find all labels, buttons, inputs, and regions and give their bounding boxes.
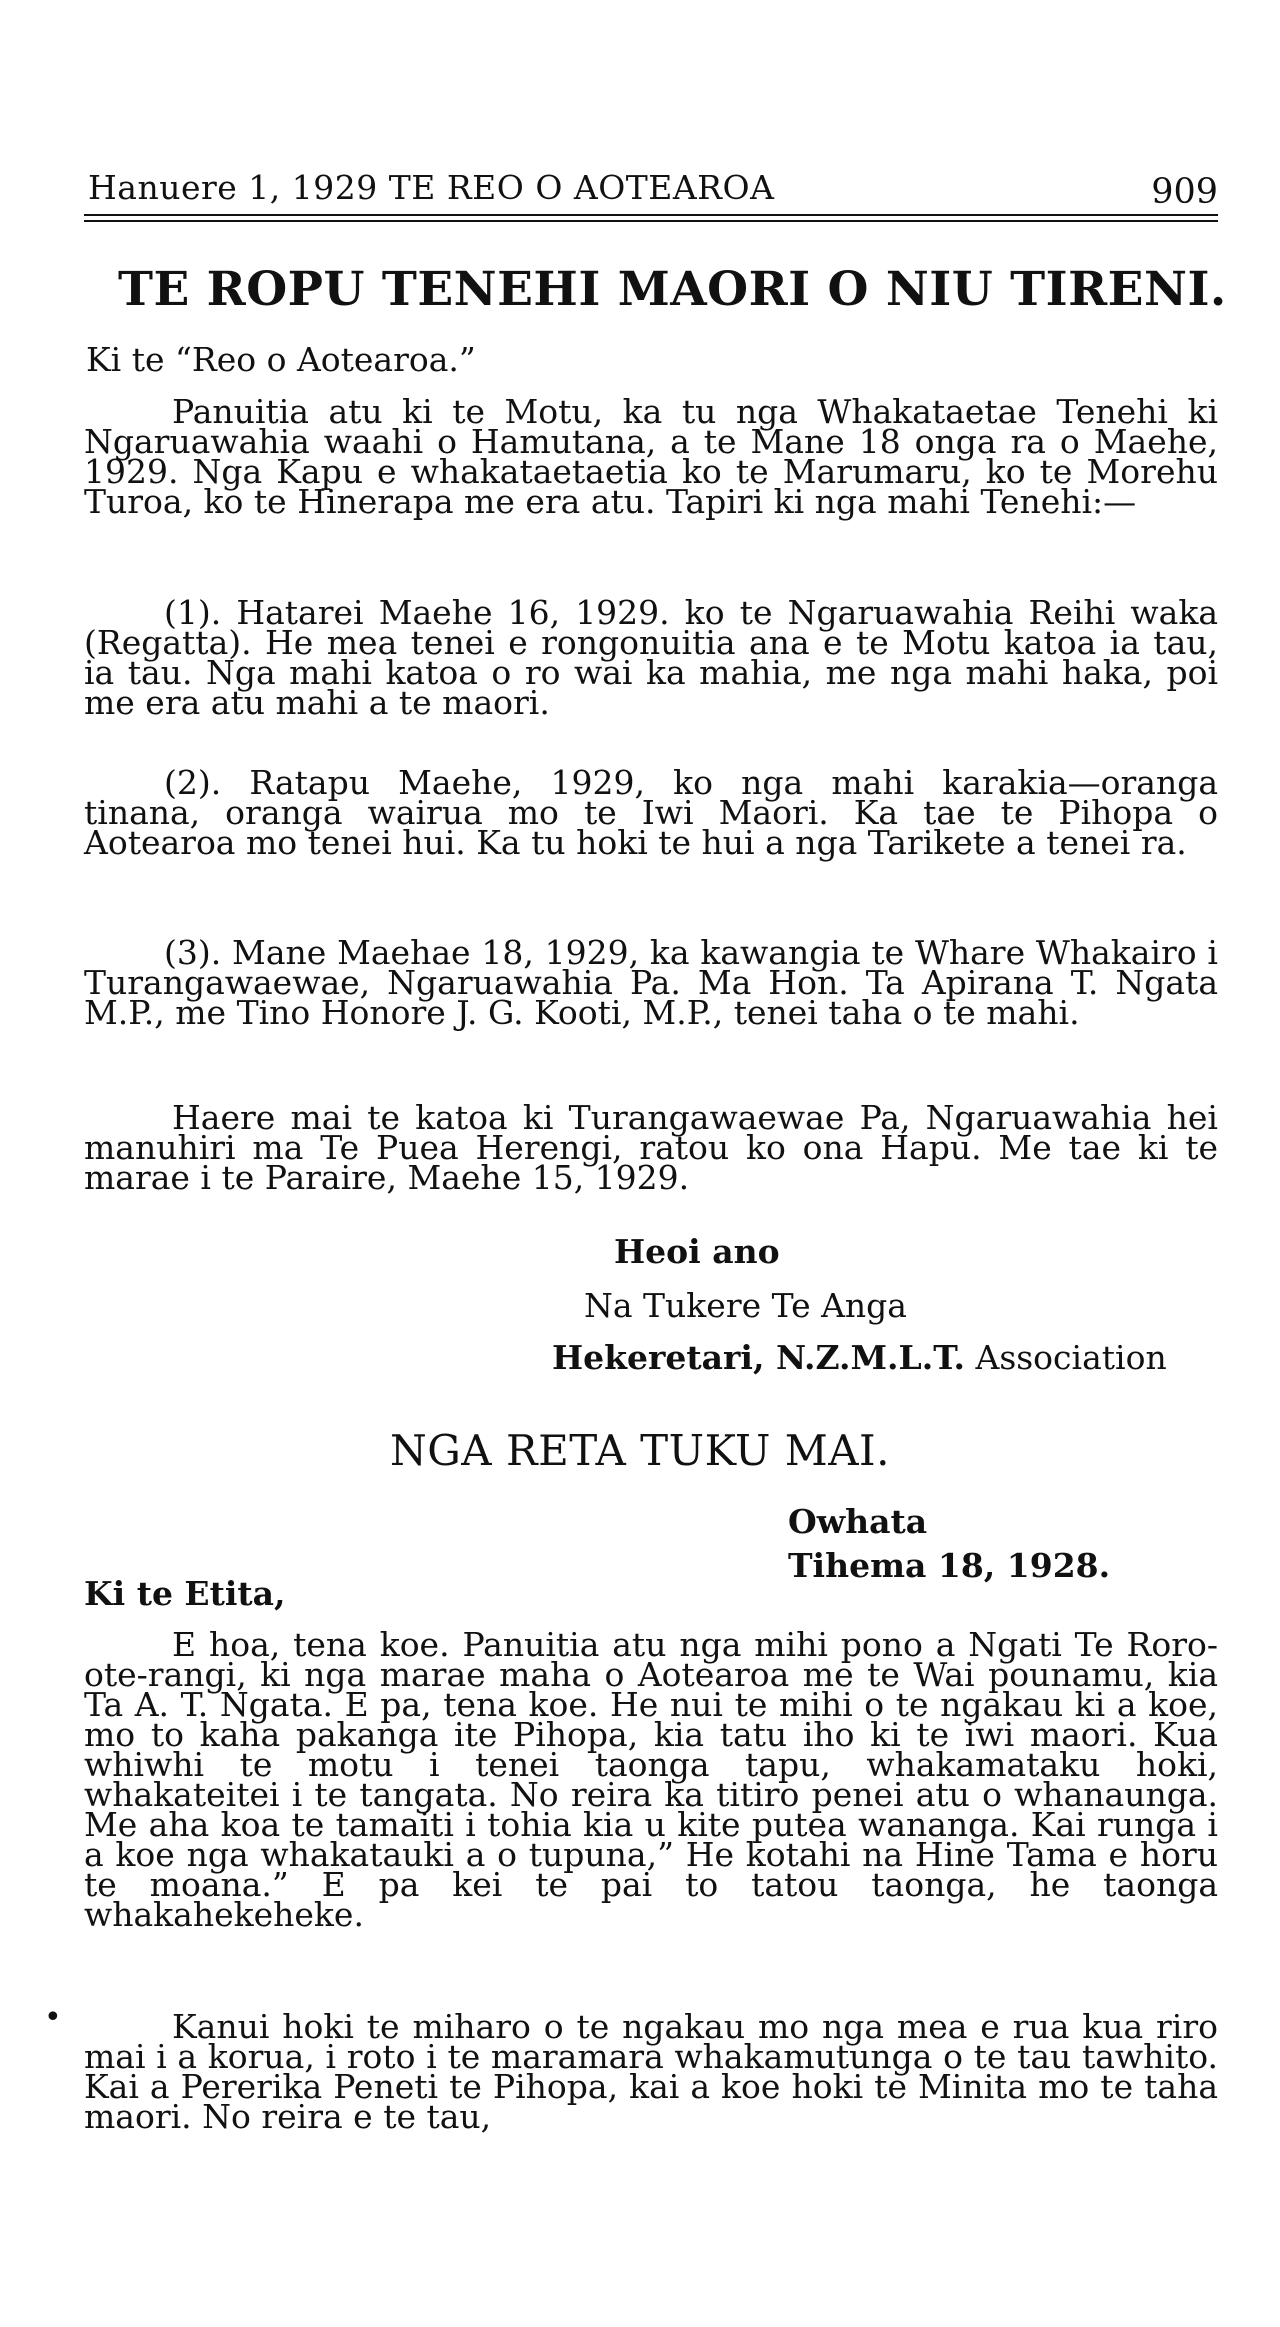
item-text-2: (2). Ratapu Maehe, 1929, ko nga mahi karakia—oranga tinana, oranga wairua mo te Iwi Maori. Ka tae te Pihopa o Aotearoa mo tenei hui. Ka tu hoki te hui a nga Tarikete a tenei ra. [84, 763, 1218, 862]
article-title: TE ROPU TENEHI MAORI O NIU TIRENI. [118, 262, 1227, 317]
item-paragraph-3 [84, 933, 1218, 1032]
item-text-3: (3). Mane Maehae 18, 1929, ka kawangia te Whare Whakairo i Turangawaewae, Ngaruawahia Pa. Ma Hon. Ta Apirana T. Ngata M.P., me Tino Honore J. G. Kooti, M.P., tenei taha o te mahi. [84, 933, 1218, 1032]
item-paragraph-2 [84, 763, 1218, 862]
letter-paragraph-1 [84, 1625, 1218, 1934]
closing-paragraph [84, 1098, 1218, 1197]
closing-text: Haere mai te katoa ki Turangawaewae Pa, Ngaruawahia hei manuhiri ma Te Puea Herengi, ratou ko ona Hapu. Me tae ki te marae i te Paraire, Maehe 15, 1929. [84, 1098, 1218, 1197]
intro-paragraph [84, 392, 1218, 521]
page-number: 909 [1151, 172, 1218, 212]
letter-text-1: E hoa, tena koe. Panuitia atu nga mihi pono a Ngati Te Roro-ote-rangi, ki nga marae maha o Aotearoa me te Wai pounamu, kia Ta A. T. Ngata. E pa, tena koe. He nui te mihi o te ngakau ki a koe, mo to kaha pakanga ite Pihopa, kia tatu iho ki te iwi maori. Kua whiwhi te motu i tenei taonga tapu, whakamataku hoki, whakateitei i te tangata. No reira ka titiro penei atu o whanaunga. Me aha koa te tamaiti i tohia kia u kite putea wananga. Kai runga i a koe nga whakatauki a o tupuna,” He kotahi na Hine Tama e horu te moana.” E pa kei te pai to tatou taonga, he taonga whakahekeheke. [84, 1625, 1218, 1934]
signoff-heoi-ano: Heoi ano [614, 1232, 780, 1271]
margin-mark: • [44, 2000, 62, 2035]
publication-name: TE REO O AOTEAROA [388, 168, 775, 207]
letter-text-2: Kanui hoki te miharo o te ngakau mo nga mea e rua kua riro mai i a korua, i roto i te maramara whakamutunga o te tau tawhito. Kai a Pererika Peneti te Pihopa, kai a koe hoki te Minita mo te taha maori. No reira e te tau, [84, 2007, 1218, 2136]
letter-paragraph-2 [84, 2007, 1218, 2136]
item-paragraph-1 [84, 593, 1218, 722]
issue-date: Hanuere 1, 1929 [88, 168, 378, 207]
header-rule-top [84, 214, 1218, 216]
signoff-title [552, 1338, 1167, 1377]
letter-salutation: Ki te Etita, [84, 1574, 286, 1613]
letters-heading: NGA RETA TUKU MAI. [390, 1426, 890, 1475]
intro-text: Panuitia atu ki te Motu, ka tu nga Whakataetae Tenehi ki Ngaruawahia waahi o Hamutana, a te Mane 18 onga ra o Maehe, 1929. Nga Kapu e whakataetaetia ko te Marumaru, ko te Morehu Turoa, ko te Hinerapa me era atu. Tapiri ki nga mahi Tenehi:— [84, 392, 1218, 521]
signoff-org: Association [975, 1338, 1167, 1377]
letter-date: Tihema 18, 1928. [788, 1546, 1111, 1585]
header-rule-bottom [84, 220, 1218, 222]
signoff-role: Hekeretari, N.Z.M.L.T. [552, 1338, 965, 1377]
running-head [88, 168, 1218, 212]
addressed-to: Ki te “Reo o Aotearoa.” [86, 340, 476, 379]
item-text-1: (1). Hatarei Maehe 16, 1929. ko te Ngaruawahia Reihi waka (Regatta). He mea tenei e rongonuitia ana e te Motu katoa ia tau, ia tau. Nga mahi katoa o ro wai ka mahia, me nga mahi haka, poi me era atu mahi a te maori. [84, 593, 1218, 722]
running-head-left [88, 168, 774, 207]
letter-place: Owhata [788, 1502, 928, 1541]
signoff-name: Na Tukere Te Anga [584, 1286, 907, 1325]
